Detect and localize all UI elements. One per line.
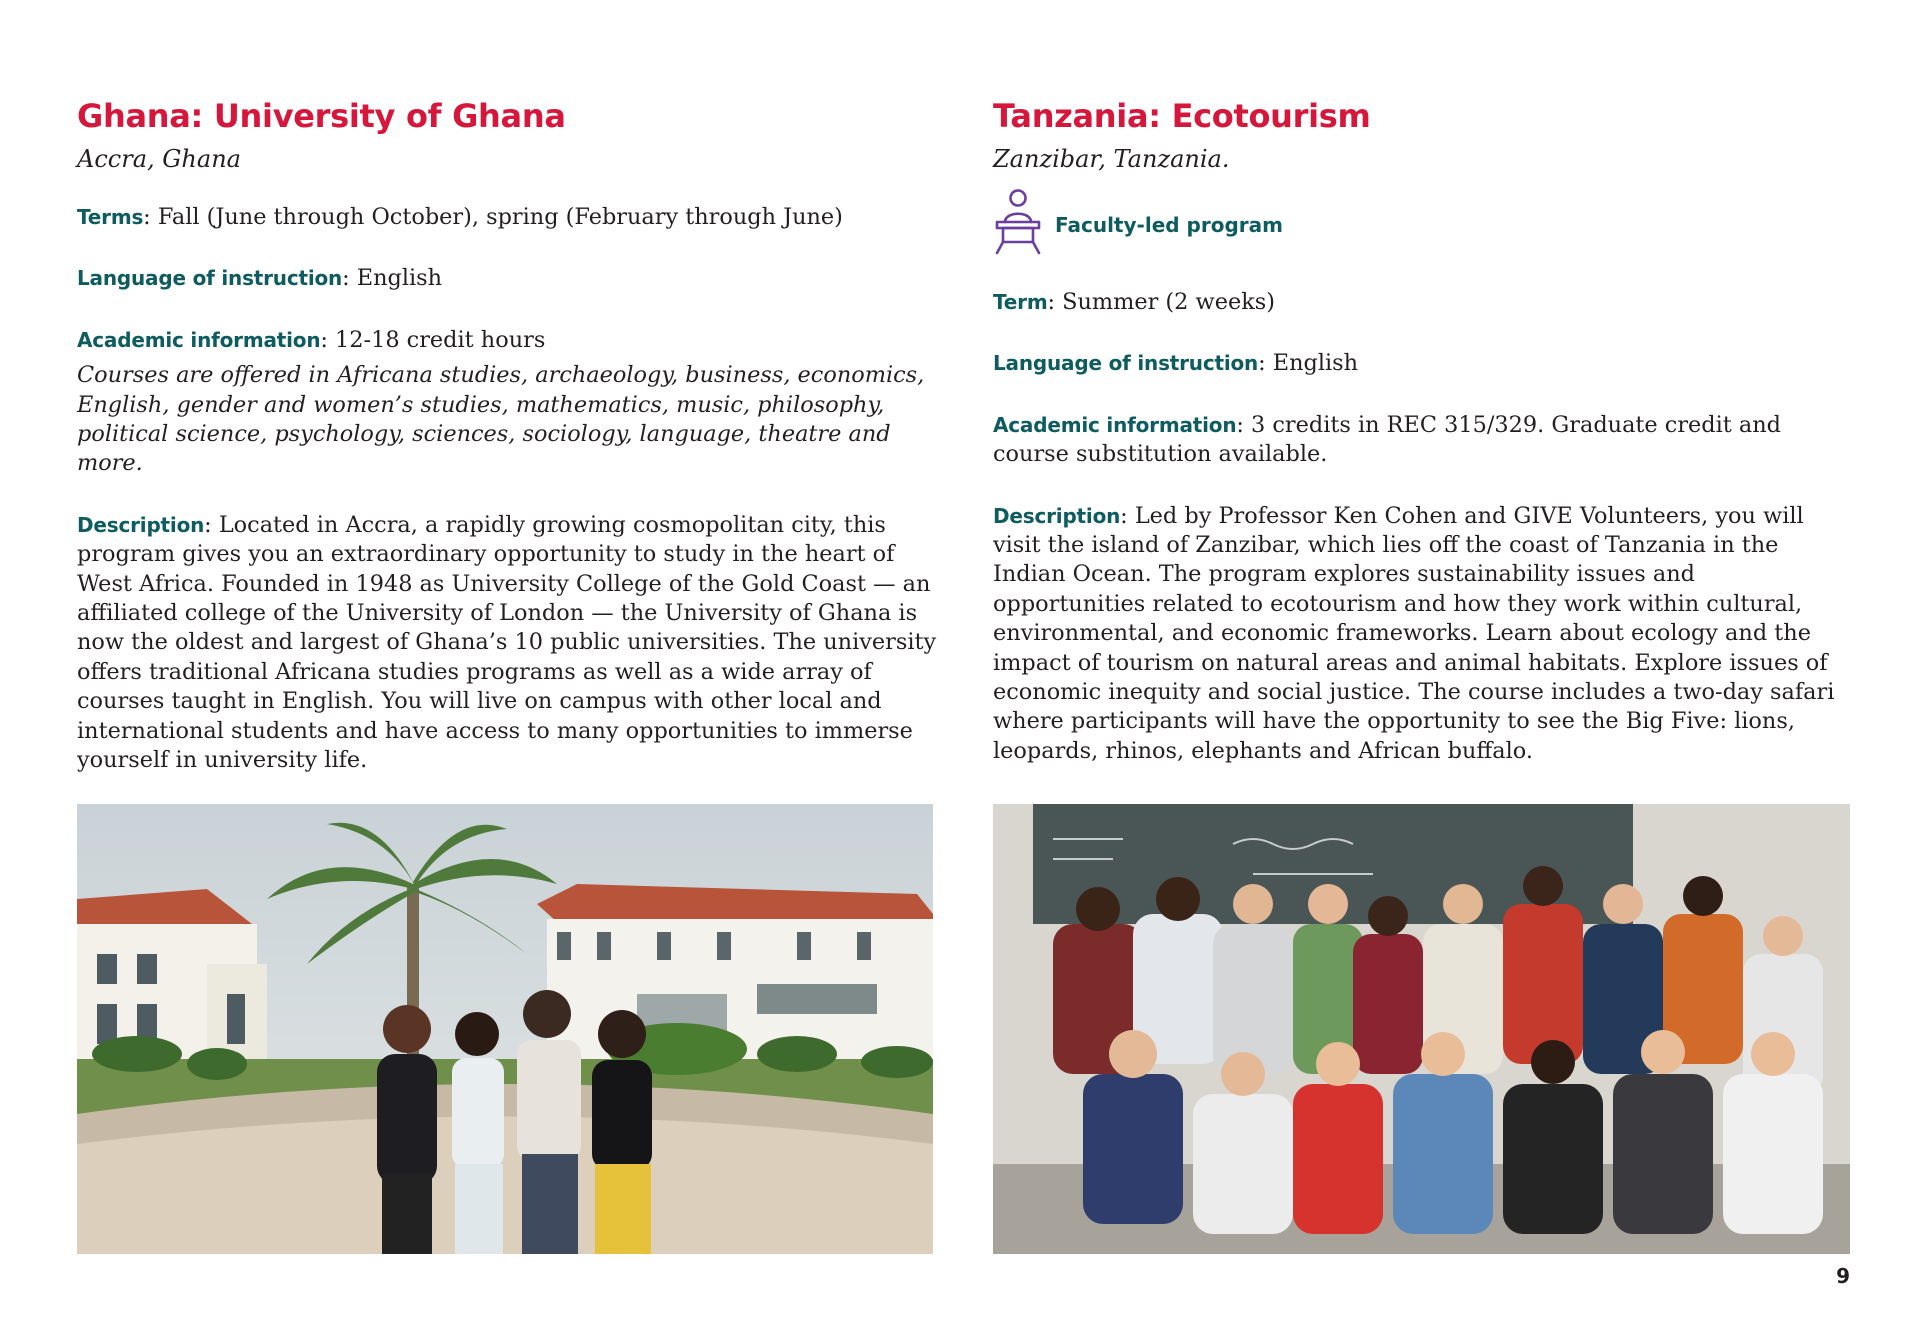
terms-value: : Fall (June through October), spring (February through June) bbox=[143, 204, 843, 230]
term-value: : Summer (2 weeks) bbox=[1047, 289, 1275, 315]
language-value: : English bbox=[1258, 350, 1359, 377]
description-paragraph bbox=[77, 511, 937, 776]
academic-value: : 3 credits in REC 315/329. Graduate credit and course substitution available. bbox=[993, 411, 1781, 468]
classroom-illustration bbox=[993, 804, 1850, 1254]
program-type-label: Faculty-led program bbox=[1055, 213, 1283, 237]
term-line bbox=[993, 288, 1853, 317]
language-value: : English bbox=[342, 265, 443, 292]
program-title: Tanzania: Ecotourism bbox=[993, 97, 1371, 135]
academic-line bbox=[993, 411, 1853, 470]
description-paragraph bbox=[993, 502, 1853, 767]
tanzania-program-section bbox=[993, 88, 1853, 766]
ghana-program-section bbox=[77, 88, 937, 776]
program-location: Accra, Ghana bbox=[77, 145, 241, 173]
language-line bbox=[993, 349, 1853, 378]
campus-illustration bbox=[77, 804, 933, 1254]
academic-line bbox=[77, 326, 937, 355]
page-number: 9 bbox=[1836, 1264, 1850, 1288]
academic-label: Academic information bbox=[77, 327, 321, 352]
description-value: : Located in Accra, a rapidly growing cosmopolitan city, this program gives you an extraordinary opportunity to study in the heart of West Africa. Founded in 1948 as University College of the Gold Coast — an affiliated college of the University of London — the University of Ghana is now the oldest and largest of Ghana’s 10 public universities. The university offers traditional Africana studies programs as well as a wide array of courses taught in English. You will live on campus with other local and international students and have access to many opportunities to immerse yourself in university life. bbox=[77, 511, 937, 774]
description-value: : Led by Professor Ken Cohen and GIVE Volunteers, you will visit the island of Zanzibar, which lies off the coast of Tanzania in the Indian Ocean. The program explores sustainability issues and opportunities related to ecotourism and how they work within cultural, environmental, and economic frameworks. Learn about ecology and the impact of tourism on natural areas and animal habitats. Explore issues of economic inequity and social justice. The course includes a two-day safari where participants will have the opportunity to see the Big Five: lions, leopards, rhinos, elephants and African buffalo. bbox=[993, 502, 1835, 764]
program-location: Zanzibar, Tanzania. bbox=[993, 145, 1230, 173]
course-list: Courses are offered in Africana studies, archaeology, business, economics, English, gender and women’s studies, mathematics, music, philosophy, political science, psychology, sciences, sociology, language, theatre and more. bbox=[77, 362, 925, 477]
term-label: Term bbox=[993, 290, 1048, 314]
language-label: Language of instruction bbox=[993, 351, 1259, 376]
description-label: Description bbox=[993, 503, 1121, 528]
language-line bbox=[77, 264, 937, 293]
academic-label: Academic information bbox=[993, 412, 1237, 437]
academic-value: : 12-18 credit hours bbox=[320, 326, 546, 353]
terms-line bbox=[77, 203, 937, 232]
description-label: Description bbox=[77, 512, 205, 537]
tanzania-group-photo bbox=[993, 804, 1850, 1254]
ghana-campus-photo bbox=[77, 804, 933, 1254]
terms-label: Terms bbox=[77, 205, 144, 229]
faculty-led-badge bbox=[993, 188, 1853, 256]
faculty-lectern-icon bbox=[993, 189, 1043, 255]
language-label: Language of instruction bbox=[77, 266, 343, 291]
program-title: Ghana: University of Ghana bbox=[77, 97, 566, 135]
